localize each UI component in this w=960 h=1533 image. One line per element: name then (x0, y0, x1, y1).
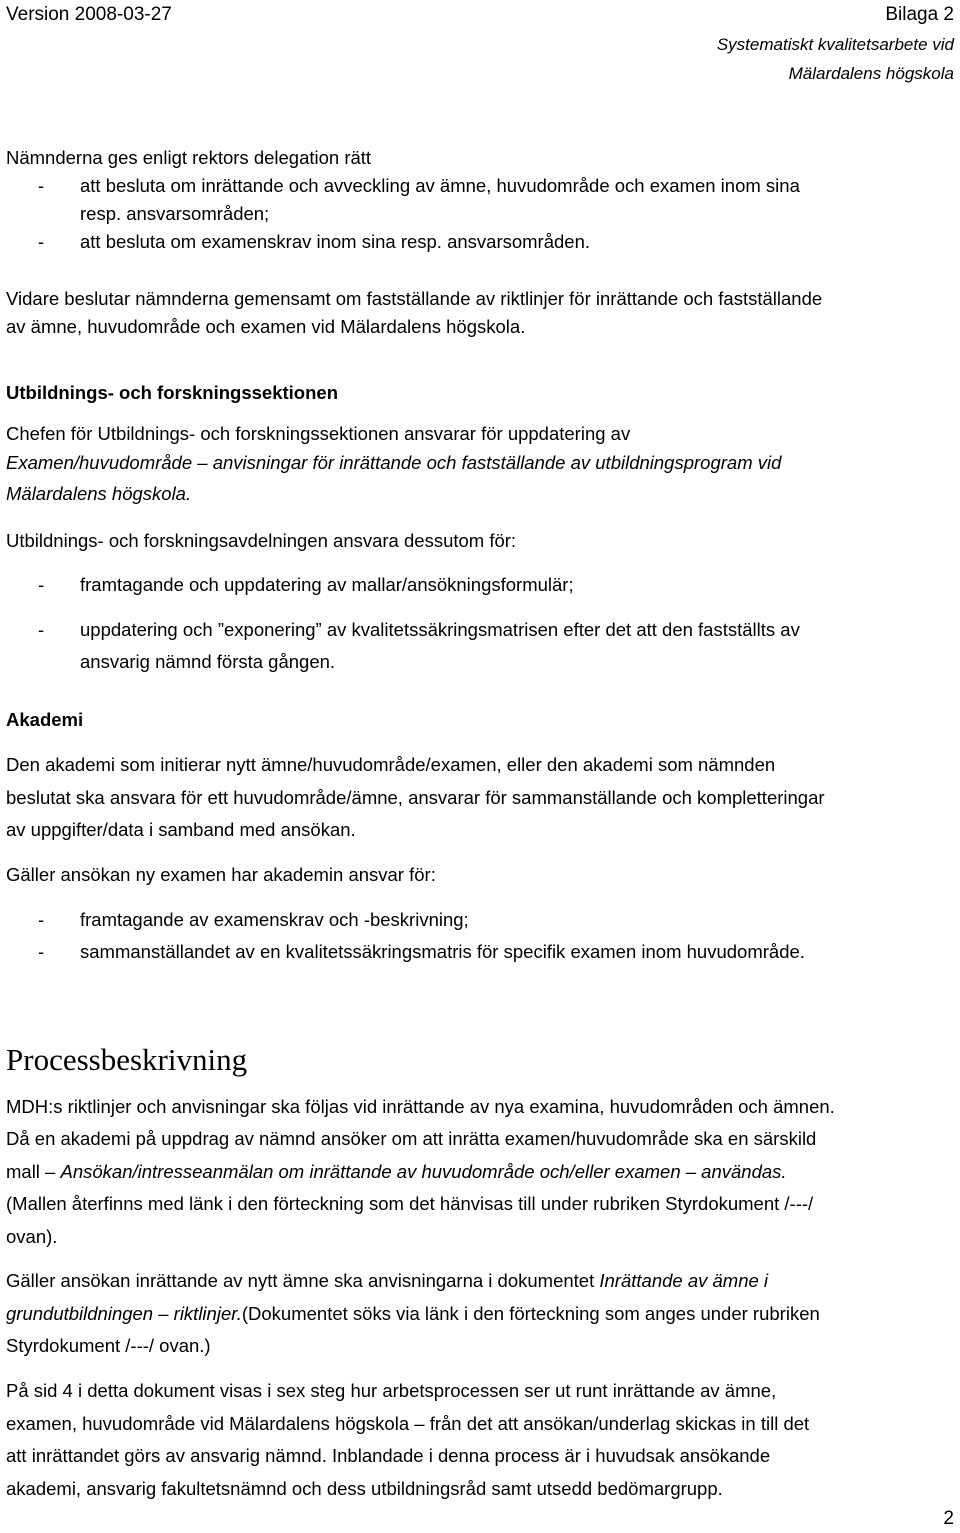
process-p3-line-3: att inrättandet görs av ansvarig nämnd. Inblandade i denna process är i huvudsak ansökande (6, 1445, 771, 1466)
bullet-dash: - (38, 231, 45, 252)
page-number: 2 (943, 1508, 954, 1529)
process-p2-line-2b: (Dokumentet söks via länk i den förteckning som anges under rubriken (241, 1303, 820, 1324)
intro-para-line-1: Vidare beslutar nämnderna gemensamt om fastställande av riktlinjer för inrättande och fastställande (6, 288, 823, 309)
akademi-line-3: av uppgifter/data i samband med ansökan. (6, 819, 356, 840)
process-p1-line-2: Då en akademi på uppdrag av nämnd ansöker om att inrätta examen/huvudområde ska en särskild (6, 1128, 817, 1149)
intro-para-line-2: av ämne, huvudområde och examen vid Mälardalens högskola. (6, 316, 526, 337)
process-p1-line-3a: mall – (6, 1161, 61, 1182)
sektion-item-2-line-2: ansvarig nämnd första gången. (80, 651, 336, 672)
sektion-line-2: Examen/huvudområde – anvisningar för inrättande och fastställande av utbildningsprogram vid (6, 452, 782, 473)
template-name: Ansökan/intresseanmälan om inrättande av huvudområde och/eller examen – användas. (60, 1161, 787, 1182)
bullet-dash: - (38, 619, 45, 640)
intro-item-1: att besluta om inrättande och avveckling av ämne, huvudområde och examen inom sina (80, 175, 800, 196)
version-label: Version 2008-03-27 (6, 4, 172, 25)
sektion-line-1: Chefen för Utbildnings- och forskningssektionen ansvarar för uppdatering av (6, 423, 631, 444)
intro-item-1-cont: resp. ansvarsområden; (80, 203, 270, 224)
process-p1-line-4: (Mallen återfinns med länk i den förteckning som det hänvisas till under rubriken Styrdokument /---/ (6, 1193, 814, 1214)
intro-lead: Nämnderna ges enligt rektors delegation rätt (6, 147, 372, 168)
akademi-line-1: Den akademi som initierar nytt ämne/huvudområde/examen, eller den akademi som nämnden (6, 754, 776, 775)
section-heading-akademi: Akademi (6, 709, 84, 730)
process-p2-line-1a: Gäller ansökan inrättande av nytt ämne ska anvisningarna i dokumentet (6, 1270, 600, 1291)
appendix-label: Bilaga 2 (885, 4, 954, 25)
process-p1-line-5: ovan). (6, 1226, 58, 1247)
document-name: Inrättande av ämne i (599, 1270, 769, 1291)
process-p2-line-1 (6, 1265, 768, 1298)
header-subtitle-1: Systematiskt kvalitetsarbete vid (716, 35, 954, 54)
akademi-item-2: sammanställandet av en kvalitetssäkringsmatris för specifik examen inom huvudområde. (80, 941, 805, 962)
sektion-line-3: Mälardalens högskola. (6, 483, 192, 504)
process-p3-line-4: akademi, ansvarig fakultetsnämnd och dess utbildningsråd samt utsedd bedömargrupp. (6, 1478, 723, 1499)
bullet-dash: - (38, 574, 45, 595)
akademi-item-1: framtagande av examenskrav och -beskrivning; (80, 909, 469, 930)
sektion-lead: Utbildnings- och forskningsavdelningen ansvara dessutom för: (6, 530, 517, 551)
process-title: Processbeskrivning (6, 1042, 248, 1077)
process-p2-line-2 (6, 1298, 820, 1331)
sektion-item-1: framtagande och uppdatering av mallar/ansökningsformulär; (80, 574, 574, 595)
document-name-cont: grundutbildningen – riktlinjer. (6, 1303, 242, 1324)
process-p1-line-1: MDH:s riktlinjer och anvisningar ska följas vid inrättande av nya examina, huvudområden och ämnen. (6, 1096, 835, 1117)
bullet-dash: - (38, 941, 45, 962)
process-p3-line-2: examen, huvudområde vid Mälardalens högskola – från det att ansökan/underlag skickas in till det (6, 1413, 810, 1434)
intro-item-2: att besluta om examenskrav inom sina resp. ansvarsområden. (80, 231, 591, 252)
akademi-lead: Gäller ansökan ny examen har akademin ansvar för: (6, 864, 436, 885)
sektion-item-2-line-1: uppdatering och ”exponering” av kvalitetssäkringsmatrisen efter det att den fastställts av (80, 619, 800, 640)
akademi-line-2: beslutat ska ansvara för ett huvudområde/ämne, ansvarar för sammanställande och kompletteringar (6, 787, 825, 808)
process-p1-line-3 (6, 1156, 787, 1189)
header-subtitle-2: Mälardalens högskola (788, 64, 954, 83)
section-heading-sektion: Utbildnings- och forskningssektionen (6, 382, 338, 403)
process-p3-line-1: På sid 4 i detta dokument visas i sex steg hur arbetsprocessen ser ut runt inrättande av ämne, (6, 1380, 777, 1401)
bullet-dash: - (38, 175, 45, 196)
bullet-dash: - (38, 909, 45, 930)
process-p2-line-3: Styrdokument /---/ ovan.) (6, 1335, 211, 1356)
